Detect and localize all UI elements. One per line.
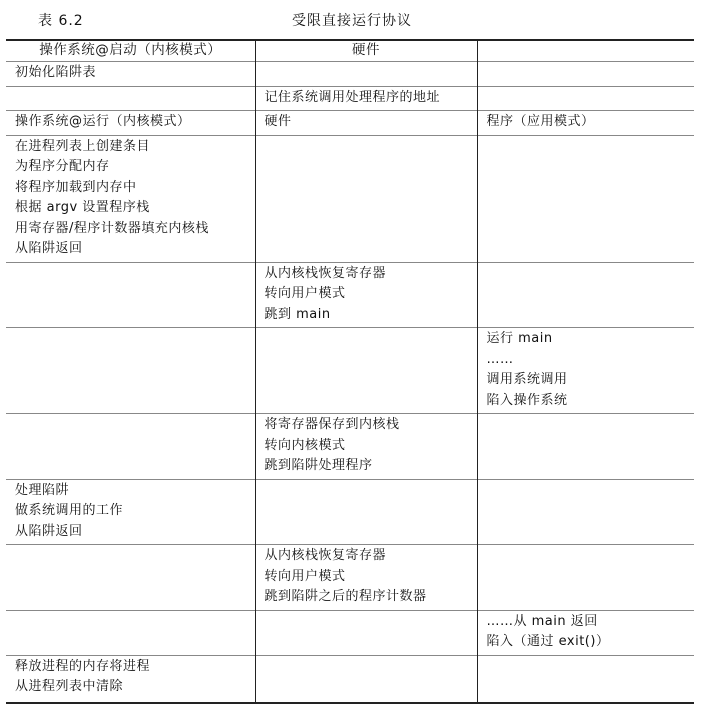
cell-line: 操作系统@运行（内核模式） [15,114,191,129]
cell-program [477,111,694,136]
table-title: 受限直接运行协议 [292,13,412,29]
cell-hardware [255,545,477,611]
cell-hardware [255,610,477,655]
table-row [6,479,694,545]
cell-line: 调用系统调用 [486,372,568,387]
cell-program [477,414,694,480]
cell-line: 转向用户模式 [264,568,346,584]
cell-program [477,545,694,611]
cell-hardware [255,262,477,328]
cell-os [6,414,255,480]
table-row [6,262,694,328]
cell-program [477,86,694,111]
table-row [6,86,694,111]
cell-line: 将寄存器保存到内核栈 [264,417,400,432]
cell-line: 释放进程的内存将进程 [15,658,151,674]
cell-line: ……从 main 返回 [486,613,598,629]
cell-os [6,111,255,136]
cell-line: 程序（应用模式） [486,114,595,129]
cell-os [6,135,255,262]
cell-os [6,655,255,703]
table-row [6,545,694,611]
cell-os [6,545,255,611]
cell-program [477,479,694,545]
protocol-table-body [6,40,694,703]
header-hardware: 硬件 [255,40,477,62]
cell-line: 转向用户模式 [264,286,346,301]
cell-line: 从陷阱返回 [15,241,83,256]
cell-line: 硬件 [264,114,292,129]
cell-line: 将程序加载到内存中 [15,179,137,195]
cell-program [477,655,694,703]
cell-line: 跳到陷阱之后的程序计数器 [264,589,427,604]
cell-program [477,262,694,328]
table-row [6,655,694,703]
cell-line: 从陷阱返回 [15,523,83,539]
cell-line: 陷入操作系统 [486,392,568,408]
cell-hardware [255,655,477,703]
cell-os [6,86,255,111]
table-caption [0,10,706,34]
cell-os [6,328,255,414]
cell-program [477,135,694,262]
cell-line: 转向内核模式 [264,437,346,453]
table-row [6,135,694,262]
cell-line: 为程序分配内存 [15,159,110,174]
cell-os [6,479,255,545]
cell-hardware [255,414,477,480]
cell-program [477,328,694,414]
table-row [6,62,694,87]
cell-os [6,610,255,655]
cell-line: 陷入（通过 exit()） [486,634,610,649]
cell-line: 跳到陷阱处理程序 [264,458,373,473]
table-row [6,414,694,480]
cell-hardware [255,479,477,545]
cell-line: 运行 main [486,331,553,346]
cell-hardware [255,86,477,111]
cell-program [477,610,694,655]
cell-hardware [255,135,477,262]
cell-os [6,62,255,87]
cell-os [6,262,255,328]
table-row [6,610,694,655]
cell-line: 初始化陷阱表 [15,65,97,80]
cell-hardware [255,328,477,414]
cell-hardware [255,62,477,87]
cell-program [477,62,694,87]
cell-line: 从内核栈恢复寄存器 [264,548,387,563]
header-os: 操作系统@启动（内核模式） [39,42,222,58]
cell-hardware [255,111,477,136]
cell-line: …… [486,351,514,367]
table-number: 表 6.2 [38,13,84,29]
cell-line: 做系统调用的工作 [15,503,124,518]
protocol-table [6,39,694,704]
table-header-row [6,40,694,62]
header-program [477,40,694,62]
cell-line: 跳到 main [264,306,331,322]
cell-line: 根据 argv 设置程序栈 [15,200,150,215]
cell-line: 从进程列表中清除 [15,679,124,694]
cell-line: 从内核栈恢复寄存器 [264,265,387,281]
table-row [6,111,694,136]
cell-line: 记住系统调用处理程序的地址 [264,89,441,105]
cell-line: 处理陷阱 [15,482,70,498]
cell-line: 在进程列表上创建条目 [15,138,151,154]
cell-line: 用寄存器/程序计数器填充内核栈 [15,220,209,236]
table-row [6,328,694,414]
